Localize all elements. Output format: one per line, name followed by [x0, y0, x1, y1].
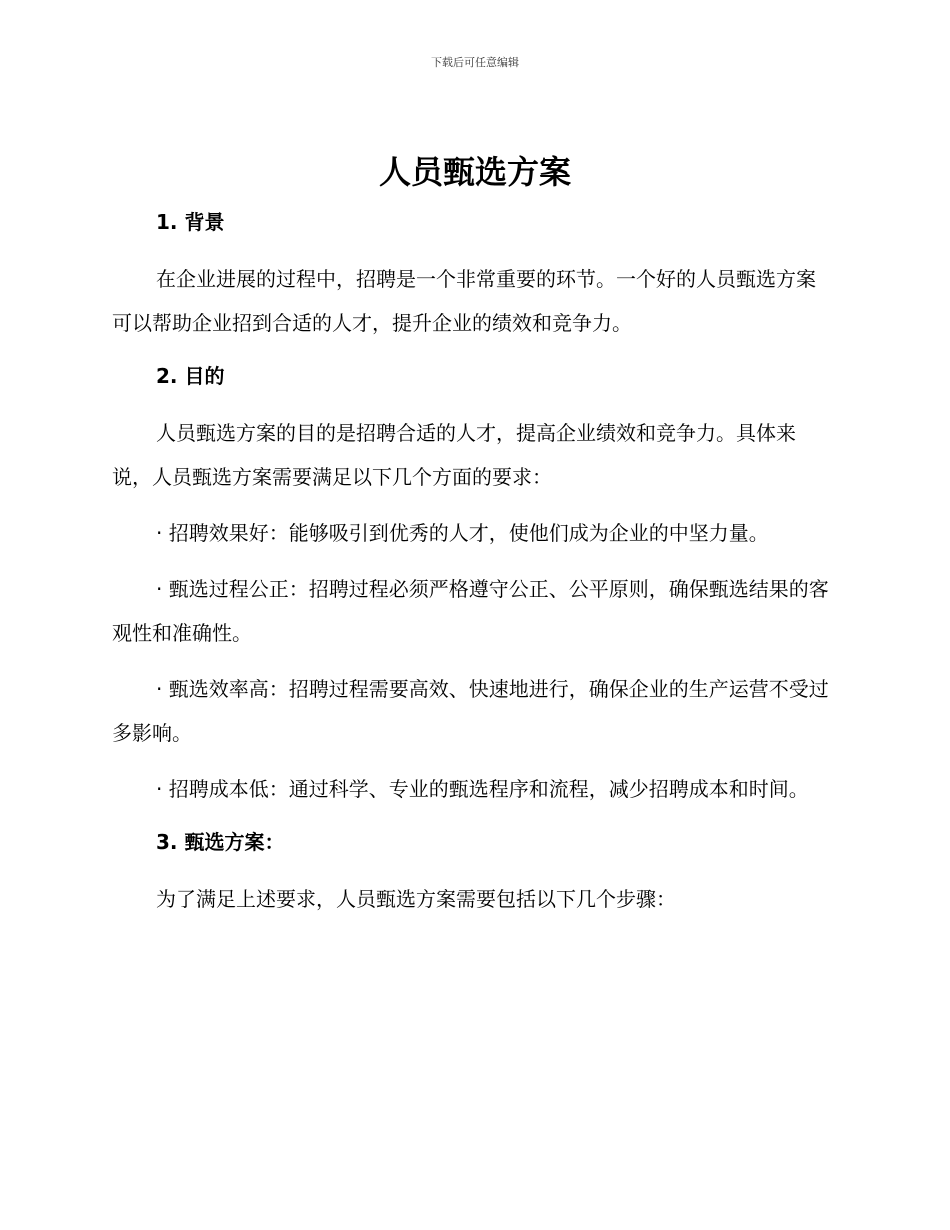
document-title: 人员甄选方案	[378, 153, 571, 191]
requirement-item: · 甄选过程公正：招聘过程必须严格遵守公正、公平原则，确保甄选结果的客观性和准确性。	[112, 577, 829, 645]
section-heading-purpose: 2. 目的	[156, 364, 225, 388]
background-paragraph: 在企业进展的过程中，招聘是一个非常重要的环节。一个好的人员甄选方案可以帮助企业招到合适的人才，提升企业的绩效和竞争力。	[112, 267, 816, 335]
section-heading-plan: 3. 甄选方案：	[156, 830, 285, 854]
requirement-item: · 招聘效果好：能够吸引到优秀的人才，使他们成为企业的中坚力量。	[156, 521, 769, 545]
requirement-item: · 招聘成本低：通过科学、专业的甄选程序和流程，减少招聘成本和时间。	[156, 777, 809, 801]
requirement-item: · 甄选效率高：招聘过程需要高效、快速地进行，确保企业的生产运营不受过多影响。	[112, 677, 829, 745]
section-heading-background: 1. 背景	[156, 210, 225, 234]
document-body	[112, 205, 832, 921]
purpose-paragraph: 人员甄选方案的目的是招聘合适的人才，提高企业绩效和竞争力。具体来说，人员甄选方案需要满足以下几个方面的要求：	[112, 421, 796, 489]
plan-paragraph: 为了满足上述要求，人员甄选方案需要包括以下几个步骤：	[156, 887, 676, 911]
header-note: 下载后可任意编辑	[431, 56, 519, 69]
